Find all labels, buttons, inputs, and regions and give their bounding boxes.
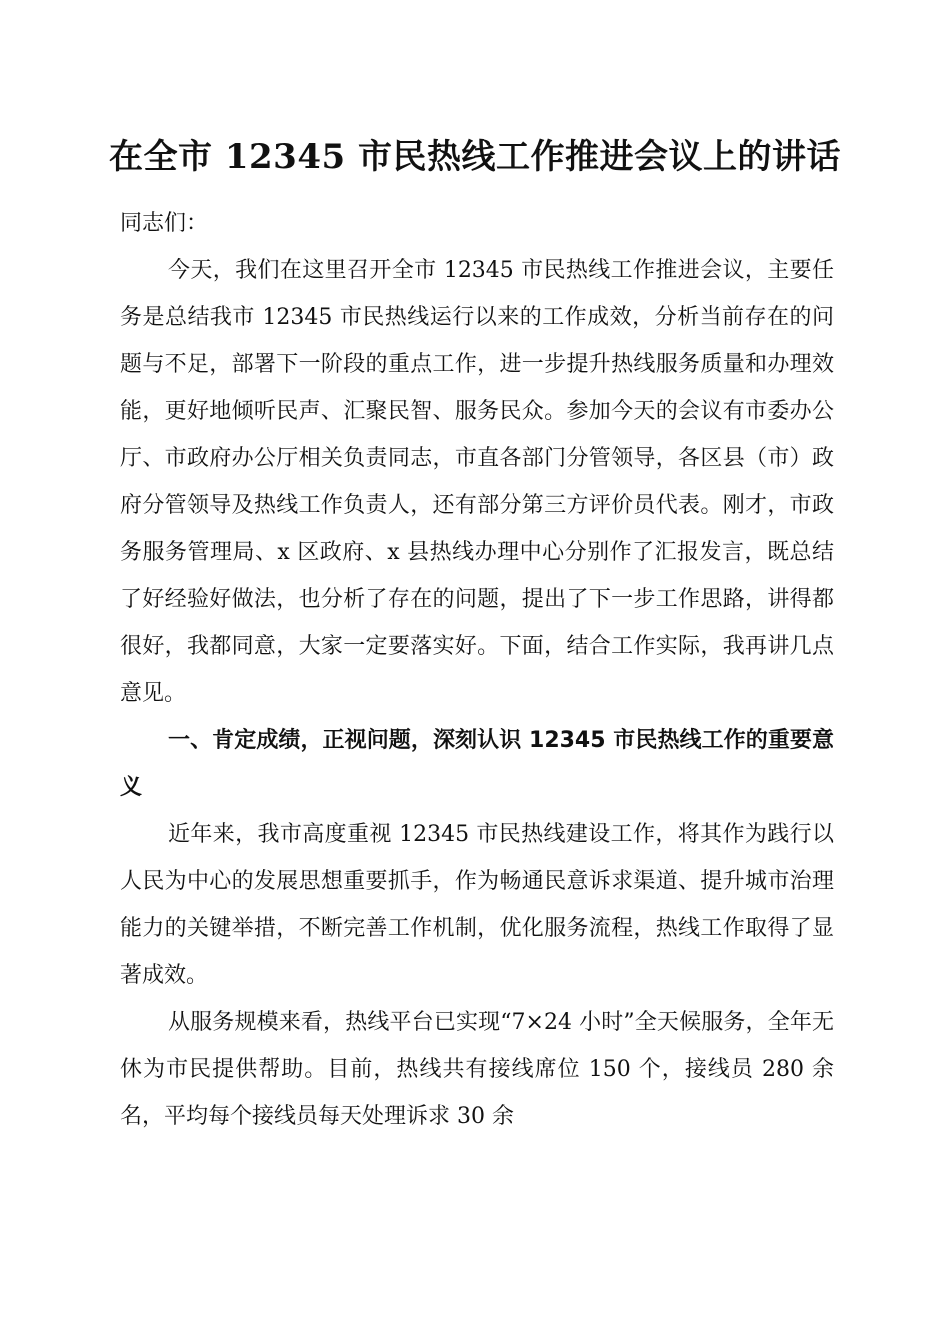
document-title: 在全市 12345 市民热线工作推进会议上的讲话 <box>109 137 841 177</box>
document-body <box>120 200 834 1140</box>
section-paragraph-1: 近年来，我市高度重视 12345 市民热线建设工作，将其作为践行以人民为中心的发展思想重要抓手，作为畅通民意诉求渠道、提升城市治理能力的关键举措，不断完善工作机制，优化服务流程，热线工作取得了显著成效。 <box>120 822 834 988</box>
salutation: 同志们： <box>120 211 209 236</box>
section-paragraph-2: 从服务规模来看，热线平台已实现“7×24 小时”全天候服务，全年无休为市民提供帮助。目前，热线共有接线席位 150 个，接线员 280 余名，平均每个接线员每天处理诉求 30 余 <box>120 1010 834 1129</box>
section-heading: 一、肯定成绩，正视问题，深刻认识 12345 市民热线工作的重要意义 <box>120 728 834 800</box>
intro-paragraph: 今天，我们在这里召开全市 12345 市民热线工作推进会议，主要任务是总结我市 12345 市民热线运行以来的工作成效，分析当前存在的问题与不足，部署下一阶段的重点工作，进一步提升热线服务质量和办理效能，更好地倾听民声、汇聚民智、服务民众。参加今天的会议有市委办公厅、市政府办公厅相关负责同志，市直各部门分管领导，各区县（市）政府分管领导及热线工作负责人，还有部分第三方评价员代表。刚才，市政务服务管理局、x 区政府、x 县热线办理中心分别作了汇报发言，既总结了好经验好做法，也分析了存在的问题，提出了下一步工作思路，讲得都很好，我都同意，大家一定要落实好。下面，结合工作实际，我再讲几点意见。 <box>120 258 834 706</box>
